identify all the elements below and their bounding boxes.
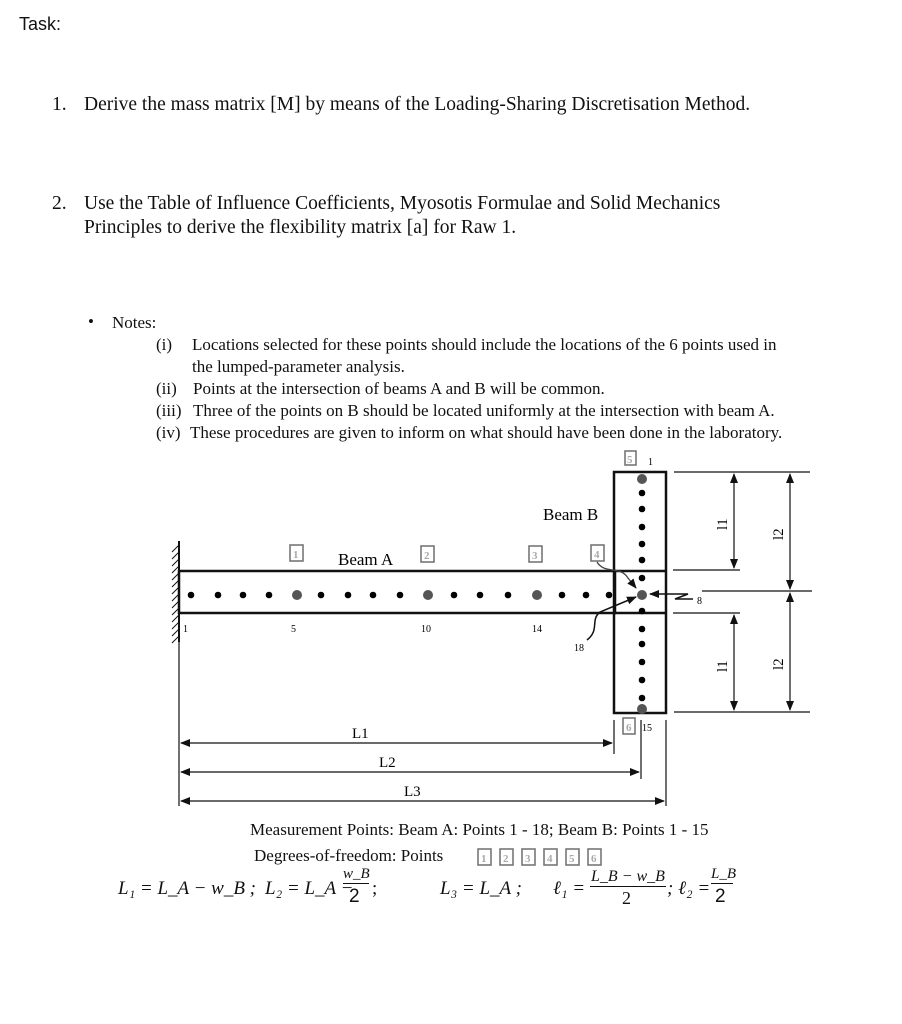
beam-b-point xyxy=(639,575,646,582)
beam-a-point xyxy=(240,592,247,599)
note-4-number: (iv) xyxy=(156,423,181,442)
pointer-arrow-18 xyxy=(587,597,636,640)
beam-b-label: Beam B xyxy=(543,505,599,524)
dof-box-3: 3 xyxy=(532,550,538,562)
formula-L2-lhs: L₂ = L_A − xyxy=(265,878,354,899)
formula-L1: L₁ = L_A − w_B ; xyxy=(118,878,257,899)
dof-legend-box: 3 xyxy=(525,853,531,865)
formula-L3: L₃ = L_A ; xyxy=(440,878,522,899)
beam-a-point xyxy=(188,592,195,599)
dof-box-2: 2 xyxy=(424,550,430,562)
dof-text: Degrees-of-freedom: Points xyxy=(254,846,444,865)
beam-a-point xyxy=(505,592,512,599)
beam-b-point xyxy=(639,659,646,666)
point-label-a1: 1 xyxy=(183,624,188,635)
beam-b-point xyxy=(639,641,646,648)
beam-a xyxy=(179,571,615,613)
note-1-line-2: the lumped-parameter analysis. xyxy=(192,357,405,376)
pointer-arrow-4 xyxy=(597,562,636,588)
note-1-number: (i) xyxy=(156,335,173,354)
beam-a-point xyxy=(345,592,352,599)
note-4-text: These procedures are given to inform on what should have been done in the laboratory. xyxy=(190,423,783,442)
point-label-a5: 5 xyxy=(291,624,296,635)
beam-a-point xyxy=(292,590,302,600)
dof-box-5: 5 xyxy=(627,454,633,466)
formula-l1-numerator: L_B − w_B xyxy=(591,868,665,885)
question-2-line-2: Principles to derive the flexibility matrix [a] for Raw 1. xyxy=(84,217,517,238)
beam-a-point xyxy=(583,592,590,599)
point-label-a10: 10 xyxy=(421,624,431,635)
dim-label-L1: L1 xyxy=(352,726,369,742)
note-1-line-1: Locations selected for these points should include the locations of the 6 points used in xyxy=(192,335,777,354)
point-label-b15: 15 xyxy=(642,723,652,734)
beam-a-point xyxy=(215,592,222,599)
dim-label-l1-top: l1 xyxy=(715,518,731,530)
formula-L2-denominator: 2 xyxy=(349,886,360,907)
beam-a-point xyxy=(266,592,273,599)
beam-b-point xyxy=(639,506,646,513)
question-2-line-1: Use the Table of Influence Coefficients, Myosotis Formulae and Solid Mechanics xyxy=(84,193,721,214)
dim-label-L3: L3 xyxy=(404,784,421,800)
note-2-number: (ii) xyxy=(156,379,177,398)
task-heading: Task: xyxy=(19,14,62,34)
notes-title: Notes: xyxy=(112,313,157,332)
beam-a-point-labels xyxy=(183,457,702,734)
beam-a-point xyxy=(451,592,458,599)
beam-a-points xyxy=(188,590,647,600)
dim-label-L2: L2 xyxy=(379,755,396,771)
beam-a-point xyxy=(397,592,404,599)
question-2-number: 2. xyxy=(52,193,67,214)
beam-b-point xyxy=(639,695,646,702)
dof-legend-box: 6 xyxy=(591,853,597,865)
measurement-points-text: Measurement Points: Beam A: Points 1 - 18; Beam B: Points 1 - 15 xyxy=(250,820,709,839)
beam-b-point xyxy=(639,490,646,497)
point-label-b1: 1 xyxy=(648,457,653,468)
beam-a-point xyxy=(606,592,613,599)
formula-l2-lhs: ; ℓ₂ = xyxy=(667,878,711,899)
point-label-a18: 18 xyxy=(574,643,584,654)
beam-a-point xyxy=(532,590,542,600)
dof-legend-box: 1 xyxy=(481,853,487,865)
point-label-b8: 8 xyxy=(697,596,702,607)
dim-label-l2-top: l2 xyxy=(771,528,787,540)
notes-bullet: • xyxy=(88,312,94,331)
beam-a-point xyxy=(559,592,566,599)
note-3-text: Three of the points on B should be located uniformly at the intersection with beam A. xyxy=(193,401,775,420)
beam-b-point xyxy=(639,626,646,633)
beam-b-point xyxy=(637,474,647,484)
formula-l1-lhs: ℓ₁ = xyxy=(553,878,586,899)
dof-legend-box: 2 xyxy=(503,853,509,865)
dim-label-l2-bottom: l2 xyxy=(771,658,787,670)
formula-l1-denominator: 2 xyxy=(622,888,631,908)
dof-box-6: 6 xyxy=(626,722,632,734)
beam-a-label: Beam A xyxy=(338,550,394,569)
beam-b-point xyxy=(637,704,647,714)
dof-legend-boxes xyxy=(475,846,625,868)
beam-b-point xyxy=(639,608,646,615)
beam-b-point xyxy=(639,524,646,531)
beam-a-point xyxy=(637,590,647,600)
point-label-a14: 14 xyxy=(532,624,542,635)
beam-a-point xyxy=(318,592,325,599)
question-1-number: 1. xyxy=(52,94,67,115)
dof-legend-box: 4 xyxy=(547,853,553,865)
note-2-text: Points at the intersection of beams A and B will be common. xyxy=(193,379,605,398)
beam-a-point xyxy=(370,592,377,599)
dof-box-4: 4 xyxy=(594,549,600,561)
beam-a-point xyxy=(423,590,433,600)
formula-l2-numerator: L_B xyxy=(711,866,737,882)
question-1-text: Derive the mass matrix [M] by means of the Loading-Sharing Discretisation Method. xyxy=(84,94,751,115)
dof-legend-box: 5 xyxy=(569,853,575,865)
beam-a-point xyxy=(477,592,484,599)
formula-l2-denominator: 2 xyxy=(715,886,726,907)
beam-b-point xyxy=(639,677,646,684)
formula-L2-semicolon: ; xyxy=(372,878,378,899)
dim-label-l1-bottom: l1 xyxy=(715,660,731,672)
dof-box-1: 1 xyxy=(293,549,299,561)
formula-L2-numerator: w_B xyxy=(343,866,370,882)
beam-b-point xyxy=(639,557,646,564)
pointer-arrow-8 xyxy=(650,594,693,599)
note-3-number: (iii) xyxy=(156,401,182,420)
beam-b-point xyxy=(639,541,646,548)
